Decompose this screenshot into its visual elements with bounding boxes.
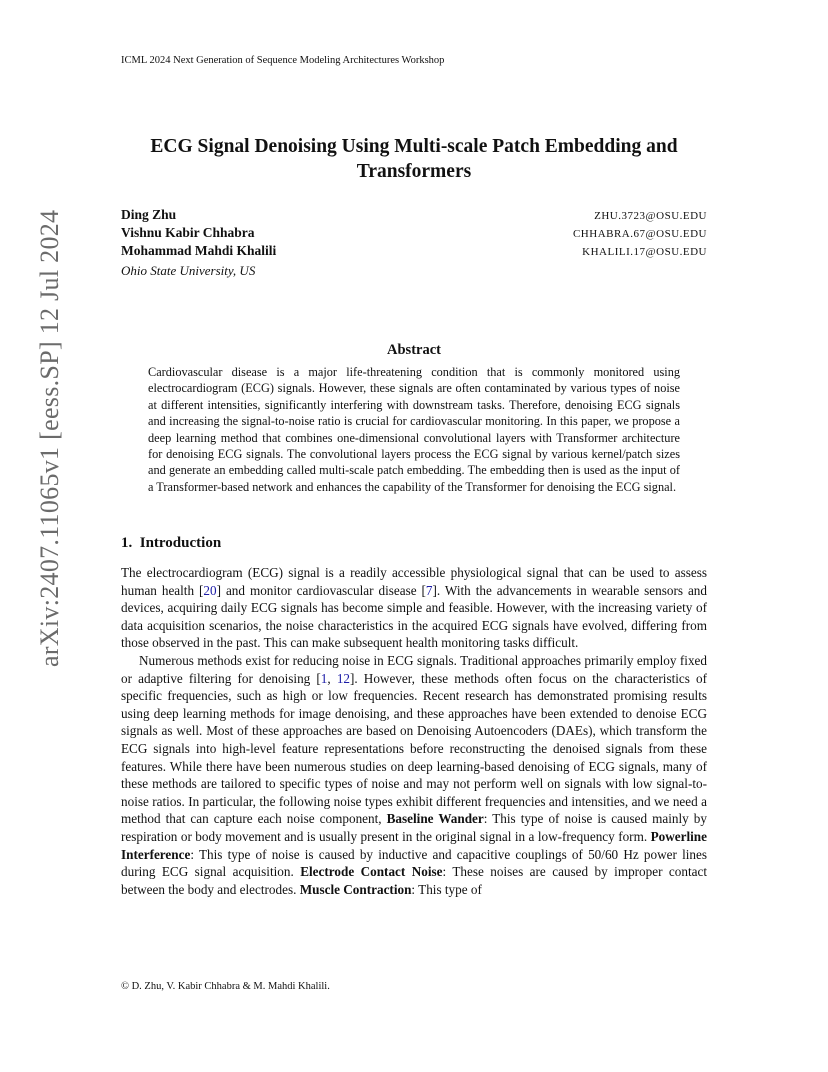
text-run: : This type of noise is caused mainly by respiration or body movement and is usually present in the original signal in a low-frequency form. (121, 811, 707, 844)
text-run: ]. However, these methods often focus on the characteristics of specific frequencies, such as high or low frequencies. Recent research has demonstrated promising results using deep learning methods for image denoising, and these approaches have been extended to denoise ECG signals as well. Most of these approaches are based on Denoising Autoencoders (DAEs), which transform the ECG signals into high-level feature representations before reconstructing the denoised signals from these features. While there have been numerous studies on deep learning-based denoising of ECG signals, many of these methods are tailored to specific types of noise and may not perform well on signals with low signal-to-noise ratios. In particular, the following noise types exhibit different frequencies and intensities, and we need a method that can capture each noise component, (121, 670, 708, 827)
text-run: ] and monitor cardiovascular disease [ (216, 582, 426, 598)
arxiv-identifier: arXiv:2407.11065v1 [eess.SP] 12 Jul 2024 (35, 209, 64, 667)
noise-type-term: Muscle Contraction (299, 881, 412, 897)
author-block (121, 207, 707, 279)
citation-link[interactable]: 20 (203, 582, 217, 598)
text-run: : This type of (411, 881, 482, 897)
author-name: Vishnu Kabir Chhabra (121, 225, 255, 240)
paragraph (121, 652, 707, 898)
author-email[interactable]: CHHABRA.67@OSU.EDU (572, 228, 707, 240)
text-run: Numerous methods exist for reducing noise in ECG signals. Traditional approaches primarily employ fixed or adaptive filtering for denoising [ (121, 652, 707, 686)
abstract-heading: Abstract (387, 342, 441, 358)
abstract-text: Cardiovascular disease is a major life-threatening condition that is commonly monitored using electrocardiogram (ECG) signals. However, these signals are often contaminated by various types of noise at different intensities, significantly interfering with downstream tasks. Therefore, denoising ECG signals and increasing the signal-to-noise ratio is crucial for cardiovascular monitoring. In this paper, we propose a deep learning method that combines one-dimensional convolutional layers with Transformer architecture for denoising ECG signals. The convolutional layers process the ECG signal by various kernel/patch sizes and generate an embedding called multi-scale patch embedding. The embedding then is used as the input of a Transformer-based network and enhances the capability of the Transformer for denoising the ECG signal. (148, 365, 680, 494)
author-name: Mohammad Mahdi Khalili (121, 243, 277, 258)
text-run: ]. With the advancements in wearable sensors and devices, acquiring daily ECG signals has become simple and feasible. However, with the increasing variety of data acquisition scenarios, the noise characteristics in the acquired ECG signals have evolved, differing from those observed in the past. This can make subsequent health monitoring tasks difficult. (121, 582, 707, 651)
text-run: : This type of noise is caused by inductive and capacitive couplings of 50/60 Hz power lines during ECG signal acquisition. (121, 846, 707, 880)
affiliation: Ohio State University, US (121, 263, 256, 278)
noise-type-term: Baseline Wander (386, 811, 484, 827)
section-number: 1. (121, 535, 133, 551)
author-email[interactable]: KHALILI.17@OSU.EDU (582, 246, 707, 258)
citation-link[interactable]: 7 (425, 582, 433, 598)
paragraph (121, 564, 707, 652)
citation-link[interactable]: 1 (320, 670, 328, 686)
noise-type-term: Electrode Contact Noise (300, 864, 443, 880)
author-row (121, 225, 707, 243)
citation-link[interactable]: 12 (336, 670, 350, 686)
paper-title: ECG Signal Denoising Using Multi-scale Patch Embedding and Transformers (150, 136, 678, 182)
section-body (121, 564, 707, 898)
text-run: , (327, 670, 337, 686)
text-run: : These noises are caused by improper contact between the body and electrodes. (121, 864, 707, 897)
copyright-footer: © D. Zhu, V. Kabir Chhabra & M. Mahdi Khalili. (121, 981, 330, 992)
author-row (121, 207, 707, 225)
noise-type-term: Powerline Interference (121, 828, 707, 862)
author-email[interactable]: ZHU.3723@OSU.EDU (594, 210, 707, 222)
text-run: The electrocardiogram (ECG) signal is a readily accessible physiological signal that can be used to assess human health [ (121, 565, 707, 598)
venue-header: ICML 2024 Next Generation of Sequence Modeling Architectures Workshop (121, 55, 445, 66)
author-name: Ding Zhu (121, 207, 177, 222)
author-row (121, 243, 707, 261)
section-heading (121, 535, 221, 552)
section-title: Introduction (139, 535, 222, 551)
